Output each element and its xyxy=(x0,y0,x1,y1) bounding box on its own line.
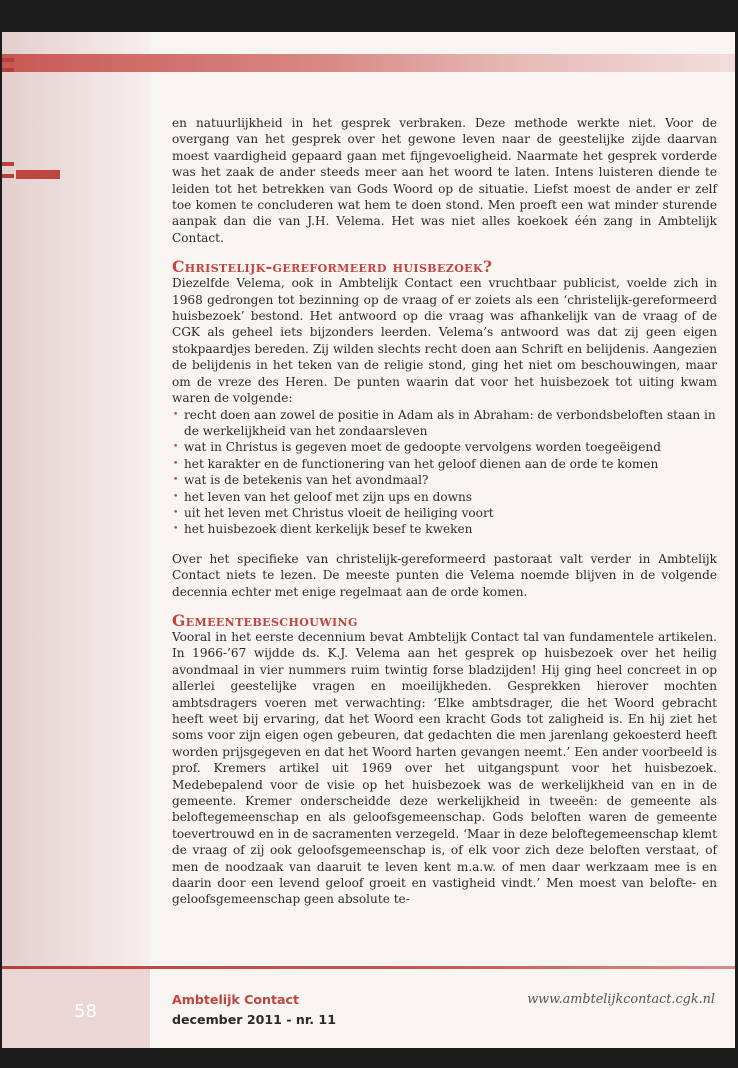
bullet-icon: • xyxy=(173,409,179,420)
list-item: • recht doen aan zowel de positie in Adam als in Abraham: de verbondsbeloften staan in de werkelijkheid van het zondaarsleven xyxy=(173,407,716,438)
section-heading-huisbezoek: Christelijk-gereformeerd huisbezoek? xyxy=(172,257,493,277)
list-item: • het huisbezoek dient kerkelijk besef te kweken xyxy=(173,522,473,537)
list-item: • het leven van het geloof met zijn ups en downs xyxy=(173,489,472,504)
bullet-icon: • xyxy=(173,491,179,502)
intro-paragraph: en natuurlijkheid in het gesprek verbraken. Deze methode werkte niet. Voor de overgang van het gesprek over het gewone leven naar de geestelijke zijde daarvan moest vaardigheid gepaard gaan met fijngevoeligheid. Naarmate het gesprek vorderde was het zaak de ander steeds meer aan het woord te laten. Intens luisteren diende te leiden tot het betrekken van Gods Woord op de situatie. Liefst moest de ander er zelf toe komen te concluderen wat hem te doen stond. Men proeft een wat minder sturende aanpak dan die van J.H. Velema. Het was niet alles koekoek één zang in Ambtelijk Contact. xyxy=(172,116,717,245)
page-edge-marks xyxy=(2,32,16,1048)
bullet-icon: • xyxy=(173,475,179,486)
magazine-page xyxy=(2,32,735,1048)
website-url: www.ambtelijkcontact.cgk.nl xyxy=(527,992,715,1007)
bullet-icon: • xyxy=(173,458,179,469)
section1-paragraph: Diezelfde Velema, ook in Ambtelijk Contact een vruchtbaar publicist, voelde zich in 1968 gedrongen tot bezinning op de vraag of er zoiets als een ‘christelijk-gereformeerd huisbezoek’ bestond. Het antwoord op die vraag was afhankelijk van de vraag of de CGK als geheel iets bijzonders leerden. Velema’s antwoord was dat zij geen eigen stokpaardjes bereden. Zij wilden slechts recht doen aan Schrift en belijdenis. Aangezien de belijdenis in het teken van de religie stond, ging het niet om beschouwingen, maar om de vreze des Heren. De punten waarin dat voor het huisbezoek tot uiting kwam waren de volgende: xyxy=(172,276,717,406)
list-item: • het karakter en de functionering van het geloof dienen aan de orde te komen xyxy=(173,456,659,471)
bullet-list xyxy=(172,407,717,538)
list-item: • wat is de betekenis van het avondmaal? xyxy=(173,473,429,488)
bullet-icon: • xyxy=(173,507,179,518)
section1-closing: Over het specifieke van christelijk-gereformeerd pastoraat valt verder in Ambtelijk Contact niets te lezen. De meeste punten die Velema noemde blijven in de volgende decennia echter met enige regelmaat aan de orde komen. xyxy=(172,551,717,599)
issue-label: december 2011 - nr. 11 xyxy=(172,1012,336,1027)
list-item: • uit het leven met Christus vloeit de heiliging voort xyxy=(173,505,494,520)
section2-paragraph: Vooral in het eerste decennium bevat Ambtelijk Contact tal van fundamentele artikelen. In 1966-’67 wijdde ds. K.J. Velema aan het gesprek op huisbezoek over het heilig avondmaal in vier nummers ruim twintig forse bladzijden! Hij ging heel concreet in op allerlei geestelijke vragen en moeilijkheden. Gesprekken hierover mochten ambtsdragers voeren met verwachting: ‘Elke ambtsdrager, die het Woord gebracht heeft weet bij ervaring, dat het Woord een kracht Gods tot zaligheid is. En hij ziet het soms voor zijn eigen ogen gebeuren, dat gedachten die men jarenlang gekoesterd heeft worden prijsgegeven en dat het Woord harten gevangen neemt.’ Een ander voorbeeld is prof. Kremers artikel uit 1969 over het uitgangspunt voor het huisbezoek. Medebepalend voor de visie op het huisbezoek was de werkelijkheid van en in de gemeente. Kremer onderscheidde deze werkelijkheid in tweeën: de gemeente als beloftegemeenschap en als geloofsgemeenschap. Gods beloften waren de gemeente toevertrouwd en in de sacramenten verzegeld. ‘Maar in deze beloftegemeenschap klemt de vraag of zij ook geloofsgemeenschap is, of elk voor zich deze beloften verstaat, of men de noodzaak van daaruit te leven kent m.a.w. of men daar werkzaam mee is en daarin door een levend geloof groeit en vastigheid vindt.’ Men moest van belofte- en geloofsgemeenschap geen absolute te- xyxy=(172,629,717,907)
section-heading-gemeentebeschouwing: Gemeentebeschouwing xyxy=(172,610,358,630)
chapter-tab xyxy=(16,170,60,179)
footer-publication xyxy=(172,990,336,1030)
page-spine xyxy=(2,32,150,1048)
article-body xyxy=(172,115,717,908)
list-item: • wat in Christus is gegeven moet de gedoopte vervolgens worden toegeëigend xyxy=(173,440,661,455)
top-color-band xyxy=(2,54,735,72)
bullet-icon: • xyxy=(173,442,179,453)
bullet-icon: • xyxy=(173,524,179,535)
magazine-title: Ambtelijk Contact xyxy=(172,992,300,1007)
page-number: 58 xyxy=(74,1001,97,1022)
